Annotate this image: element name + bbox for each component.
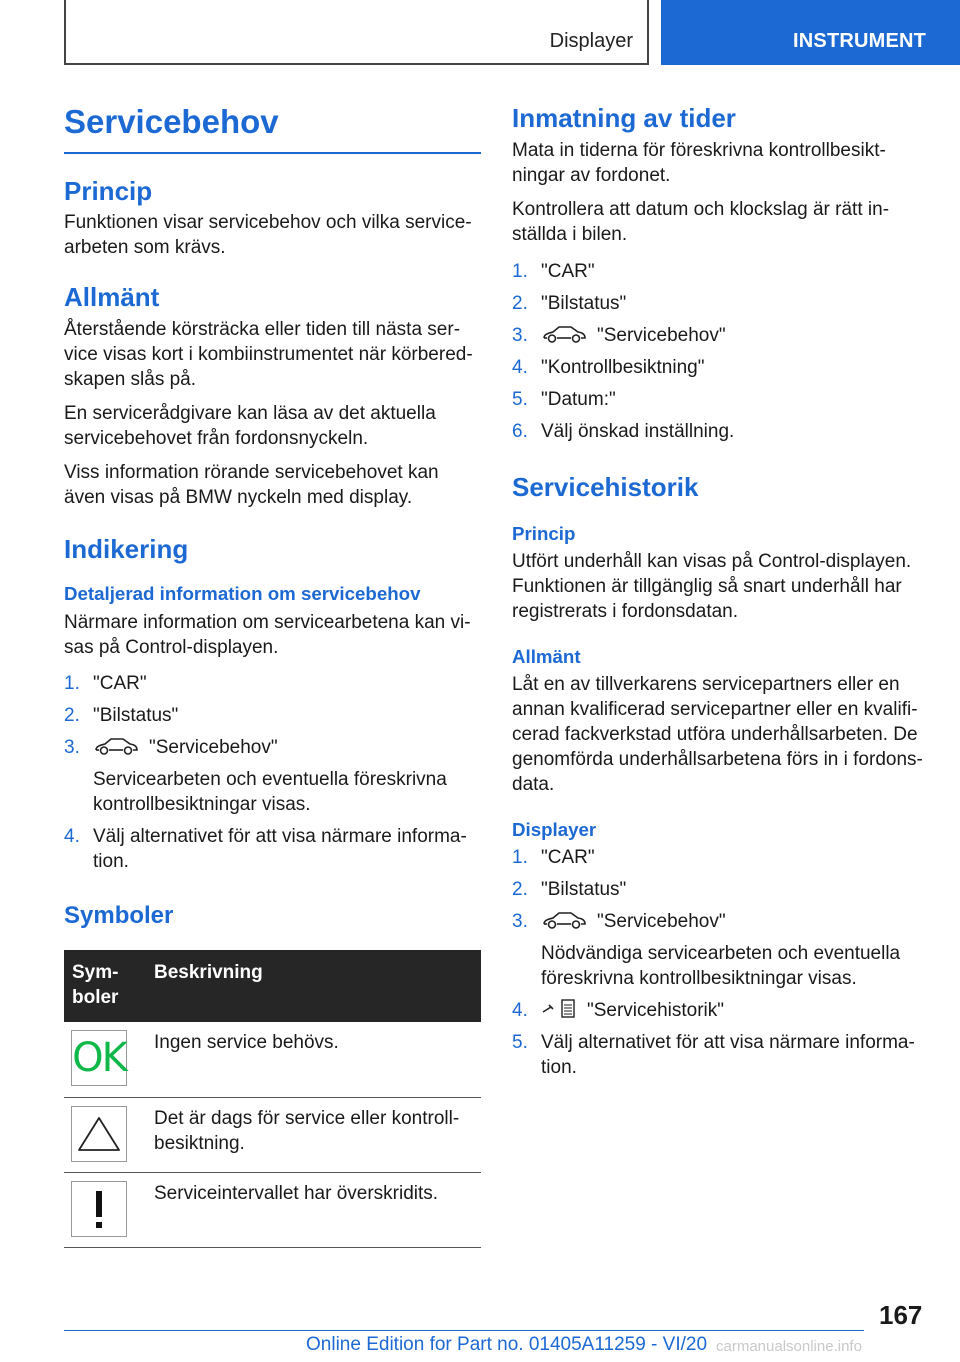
list-item: 3. "Servicebehov" Servicearbeten och eventuella föreskrivna kontrollbesiktningar visas. [64,736,447,815]
indikering-steps [64,671,481,874]
servicehistorik-allmant-heading: Allmänt [512,646,581,668]
symbols-table [64,950,481,1248]
detaljerad-heading: Detaljerad information om servicebehov [64,582,421,604]
car-icon [541,324,587,344]
watermark: carmanualsonline.info [716,1338,862,1355]
table-row [64,1022,481,1097]
servicehistorik-allmant-text: Låt en av tillverkarens servicepartners eller en annan kvalificerad servicepartner eller en kvalificerad fackverkstad utföra underhållsarbeten. De genomförda underhållsarbetena förs in i fordonsdata. [512,674,923,796]
header-section-label: Displayer [549,30,633,52]
header-chapter-tab: INSTRUMENT [661,0,960,65]
princip-heading: Princip [64,176,153,207]
service-history-icon [541,998,577,1020]
page-title: Servicebehov [64,104,481,154]
servicehistorik-princip-heading: Princip [512,523,576,545]
list-item: 4. Välj alternativet för att visa närmare information. [64,825,467,872]
table-cell-description: Serviceintervallet har överskridits. [146,1172,481,1247]
allmant-heading: Allmänt [64,282,160,313]
symboler-heading: Symboler [64,901,174,929]
allmant-paragraph-3: Viss information rörande servicebehovet kan även visas på BMW nyckeln med display. [64,461,439,508]
header-section-box [64,0,649,65]
footer-divider [64,1330,864,1331]
indikering-heading: Indikering [64,533,189,564]
table-header-symbols: Symboler [64,950,146,1022]
princip-text: Funktionen visar servicebehov och vilka servicearbeten som krävs. [64,212,472,259]
exclamation-icon [71,1181,127,1237]
list-item: 6. Välj önskad inställning. [512,421,735,443]
list-item: 1. "CAR" [64,672,147,694]
list-item: 5. Välj alternativet för att visa närmare information. [512,1032,915,1079]
servicehistorik-heading: Servicehistorik [512,472,699,503]
list-item: 2. "Bilstatus" [512,293,627,315]
footer-edition: Online Edition for Part no. 01405A11259 - VI/20 [306,1334,708,1355]
inmatning-paragraph-2: Kontrollera att datum och klockslag är rätt inställda i bilen. [512,199,890,246]
table-header-description: Beskrivning [146,950,481,1022]
table-cell-description: Det är dags för service eller kontrollbesiktning. [146,1097,481,1172]
allmant-paragraph-1: Återstående körsträcka eller tiden till nästa service visas kort i kombiinstrumentet när körberedskapen slås på. [64,318,473,390]
warning-triangle-icon [71,1106,127,1162]
list-item: 4. "Servicehistorik" [512,998,928,1023]
list-item: 1. "CAR" [512,261,595,283]
inmatning-paragraph-1: Mata in tiderna för föreskrivna kontrollbesiktningar av fordonet. [512,140,886,187]
car-icon [93,736,139,756]
page-number: 167 [879,1300,923,1330]
inmatning-heading: Inmatning av tider [512,103,736,133]
list-item: 1. "CAR" [512,847,595,869]
servicehistorik-princip-text: Utfört underhåll kan visas på Control-displayen. Funktionen är tillgänglig så snart underhåll har registrerats i fordonsdatan. [512,551,912,623]
displayer-steps [512,845,928,1080]
left-column [64,100,481,1248]
table-cell-description: Ingen service behövs. [146,1022,481,1097]
inmatning-steps [512,259,928,444]
ok-icon: OK [71,1030,127,1086]
right-column [512,100,928,1087]
car-icon [541,910,587,930]
displayer-heading: Displayer [512,819,597,841]
table-row [64,1172,481,1247]
allmant-paragraph-2: En servicerådgivare kan läsa av det aktuella servicebehovet från fordonsnyckeln. [64,402,436,449]
table-header-row [64,950,481,1022]
list-item: 3. "Servicebehov" [512,325,726,347]
list-item: 4. "Kontrollbesiktning" [512,357,705,379]
list-item: 3. "Servicebehov" Nödvändiga servicearbeten och eventuella föreskrivna kontrollbesiktningar visas. [512,911,901,990]
list-item: 2. "Bilstatus" [64,704,179,726]
list-item: 2. "Bilstatus" [512,879,627,901]
indikering-text: Närmare information om servicearbetena kan visas på Control-displayen. [64,611,471,658]
list-item: 5. "Datum:" [512,389,616,411]
table-row [64,1097,481,1172]
